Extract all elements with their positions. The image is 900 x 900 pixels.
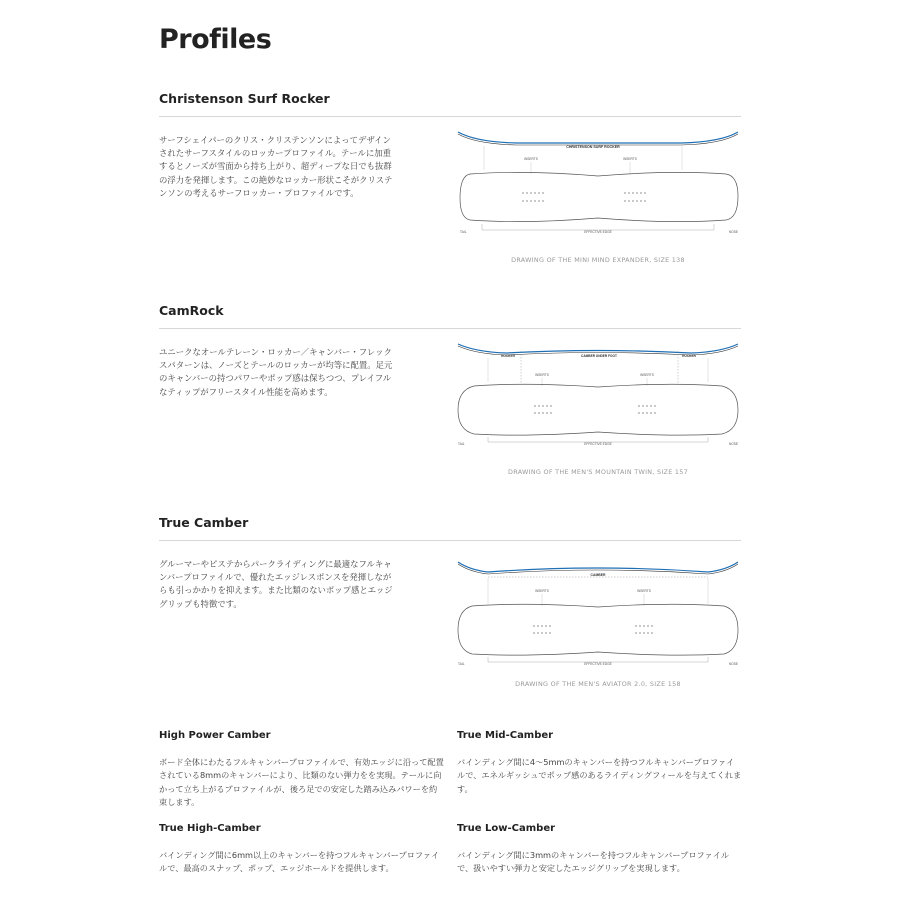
profile-line — [458, 132, 738, 143]
divider — [159, 116, 741, 117]
effective-edge-label: EFFECTIVE EDGE — [584, 662, 612, 666]
subprofile-heading: High Power Camber — [159, 730, 271, 741]
diagram-caption: DRAWING OF THE MINI MIND EXPANDER, SIZE 138 — [511, 256, 685, 264]
divider — [159, 328, 741, 329]
profile-diagram-surf-rocker — [456, 126, 740, 236]
camber-label: CAMBER UNDER FOOT — [581, 354, 617, 358]
section-description: グルーマーやピステからパークライディングに最適なフルキャンバープロファイルで、優れたエッジレスポンスを発揮しながらも引っかかりを抑えます。また比類のないポップ感とエッジグリップも特徴です。 — [159, 559, 393, 609]
profile-diagram-true-camber — [456, 558, 740, 668]
inserts-label-right: INSERTS — [640, 373, 654, 377]
effective-edge-label: EFFECTIVE EDGE — [584, 230, 612, 234]
tail-label: TAIL — [460, 230, 467, 234]
board-outline — [458, 384, 738, 435]
profile-label: CHRISTENSON SURF ROCKER — [566, 145, 620, 149]
diagram-caption: DRAWING OF THE MEN'S AVIATOR 2.0, SIZE 158 — [515, 680, 681, 688]
inserts-label-right: INSERTS — [623, 157, 637, 161]
profile-line — [458, 562, 738, 572]
board-outline — [458, 604, 738, 655]
nose-label: NOSE — [728, 442, 738, 446]
inserts-label-left: INSERTS — [524, 157, 538, 161]
subprofile-high-power-camber — [159, 730, 449, 808]
section-heading: Christenson Surf Rocker — [159, 91, 330, 106]
effective-edge-label: EFFECTIVE EDGE — [584, 442, 612, 446]
subprofile-text: ボード全体にわたるフルキャンバープロファイルで、有効エッジに沿って配置されている8mmのキャンバーにより、比類のない弾力をを実現。テールに向かって立ち上がるプロファイルが、後ろ足での安定した踏み込みパワーを約束します。 — [159, 757, 444, 808]
subprofile-true-low-camber — [457, 823, 747, 874]
rocker-label-right: ROCKER — [682, 354, 696, 358]
subprofile-true-high-camber — [159, 823, 449, 874]
diagram-caption: DRAWING OF THE MEN'S MOUNTAIN TWIN, SIZE 157 — [508, 468, 688, 476]
section-heading: CamRock — [159, 303, 224, 318]
inserts-label-left: INSERTS — [535, 373, 549, 377]
section-description: ユニークなオールテレーン・ロッカー／キャンバー・フレックスパターンは、ノーズとテールのロッカーが均等に配置。足元のキャンバーの持つパワーやポップ感は保ちつつ、プレイフルなティップがフリースタイル性能を高めます。 — [159, 347, 393, 397]
subprofile-text: バインディング間に6mm以上のキャンバーを持つフルキャンバープロファイルで、最高のスナップ、ポップ、エッジホールドを提供します。 — [159, 850, 440, 874]
section-description: サーフシェイパーのクリス・クリステンソンによってデザインされたサーフスタイルのロッカープロファイル。テールに加重するとノーズが雪面から持ち上がり、超ディープな日でも抜群の浮力を発揮します。この絶妙なロッカー形状こそがクリステンソンの考えるサーフロッカー・プロファイルです。 — [159, 135, 393, 198]
subprofile-true-mid-camber — [457, 730, 747, 794]
tail-label: TAIL — [458, 442, 465, 446]
subprofile-heading: True Low-Camber — [457, 823, 556, 834]
subprofile-heading: True High-Camber — [159, 823, 261, 834]
camber-label: CAMBER — [590, 573, 606, 577]
inserts-label-left: INSERTS — [535, 589, 549, 593]
rocker-label-left: ROCKER — [501, 354, 515, 358]
subprofile-text: バインディング間に4〜5mmのキャンバーを持つフルキャンバープロファイルで、エネルギッシュでポップ感のあるライディングフィールを与えてくれます。 — [457, 757, 742, 794]
profile-line — [458, 344, 738, 353]
board-outline — [460, 172, 738, 221]
section-heading: True Camber — [159, 515, 249, 530]
tail-label: TAIL — [458, 662, 465, 666]
subprofile-heading: True Mid-Camber — [457, 730, 554, 741]
inserts-label-right: INSERTS — [637, 589, 651, 593]
page-title: Profiles — [159, 24, 272, 55]
subprofile-text: バインディング間に3mmのキャンバーを持つフルキャンバープロファイルで、扱いやすい弾力と安定したエッジグリップを実現します。 — [457, 850, 730, 874]
nose-label: NOSE — [728, 230, 738, 234]
profile-diagram-camrock — [456, 338, 740, 448]
divider — [159, 540, 741, 541]
nose-label: NOSE — [728, 662, 738, 666]
